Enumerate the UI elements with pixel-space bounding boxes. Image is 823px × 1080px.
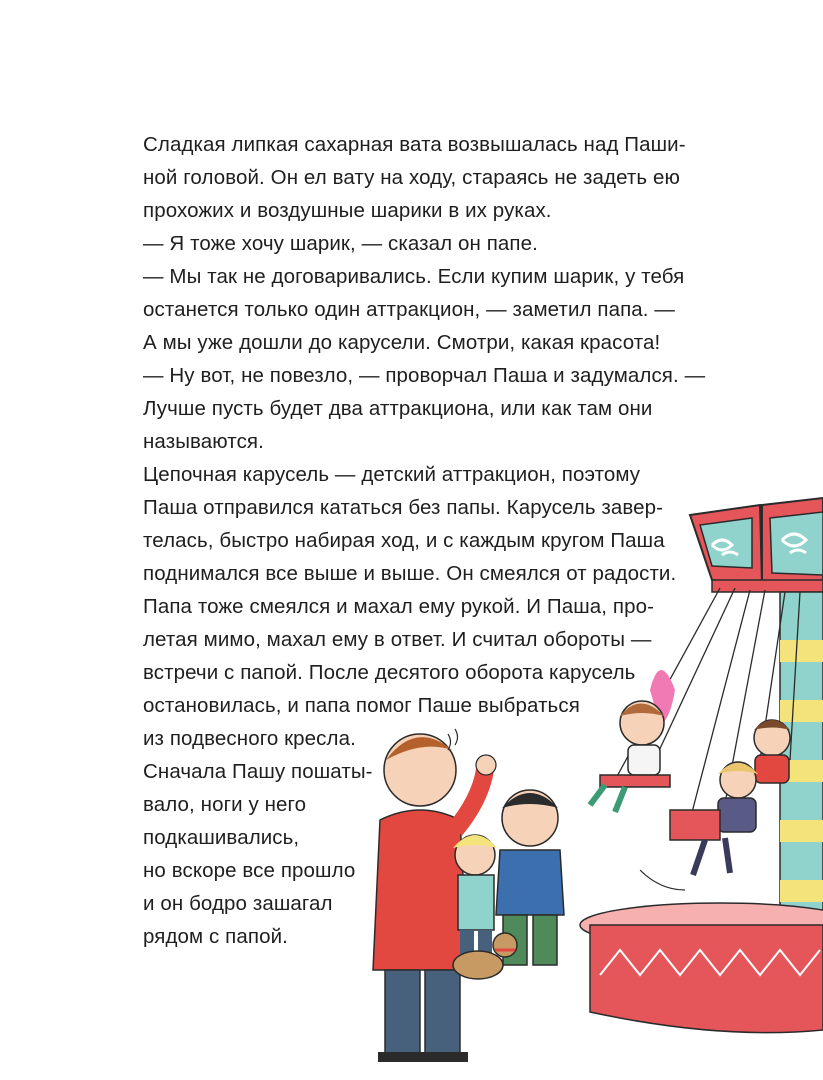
text-line: — Ну вот, не повезло, — проворчал Паша и задумался. — <box>143 364 706 387</box>
text-line: и он бодро зашагал <box>143 892 333 915</box>
text-line: вало, ноги у него <box>143 793 307 816</box>
text-line: Сладкая липкая сахарная вата возвышалась над Паши- <box>143 133 686 156</box>
text-line: Паша отправился кататься без папы. Карусель завер- <box>143 496 664 519</box>
text-line: ной головой. Он ел вату на ходу, стараясь не задеть ею <box>143 166 680 189</box>
text-line: телась, быстро набирая ход, и с каждым кругом Паша <box>143 529 665 552</box>
text-line: из подвесного кресла. <box>143 727 356 750</box>
text-line: рядом с папой. <box>143 925 288 948</box>
rider-pasha <box>590 670 675 812</box>
text-line: называются. <box>143 430 264 453</box>
text-line: подкашивались, <box>143 826 300 849</box>
text-line: летая мимо, махал ему в ответ. И считал обороты — <box>143 628 652 651</box>
carousel-canopy <box>690 498 823 592</box>
text-line: встречи с папой. После десятого оборота карусель <box>143 661 636 684</box>
text-line: поднимался все выше и выше. Он смеялся от радости. <box>143 562 677 585</box>
text-line: А мы уже дошли до карусели. Смотри, какая красота! <box>143 331 661 354</box>
text-line: Цепочная карусель — детский аттракцион, поэтому <box>143 463 641 486</box>
text-line: но вскоре все прошло <box>143 859 356 882</box>
text-line: Лучше пусть будет два аттракциона, или как там они <box>143 397 653 420</box>
text-line: — Мы так не договаривались. Если купим шарик, у тебя <box>143 265 685 288</box>
carousel-base <box>580 903 823 1033</box>
rider-girl-red <box>754 720 790 783</box>
text-line: Сначала Пашу пошаты- <box>143 760 373 783</box>
rider-girl-blonde <box>670 762 758 875</box>
text-line: останется только один аттракцион, — заметил папа. — <box>143 298 675 321</box>
text-line: — Я тоже хочу шарик, — сказал он папе. <box>143 232 538 255</box>
text-line: Папа тоже смеялся и махал ему рукой. И Паша, про- <box>143 595 655 618</box>
text-line: остановилась, и папа помог Паше выбраться <box>143 694 580 717</box>
text-line: прохожих и воздушные шарики в их руках. <box>143 199 552 222</box>
